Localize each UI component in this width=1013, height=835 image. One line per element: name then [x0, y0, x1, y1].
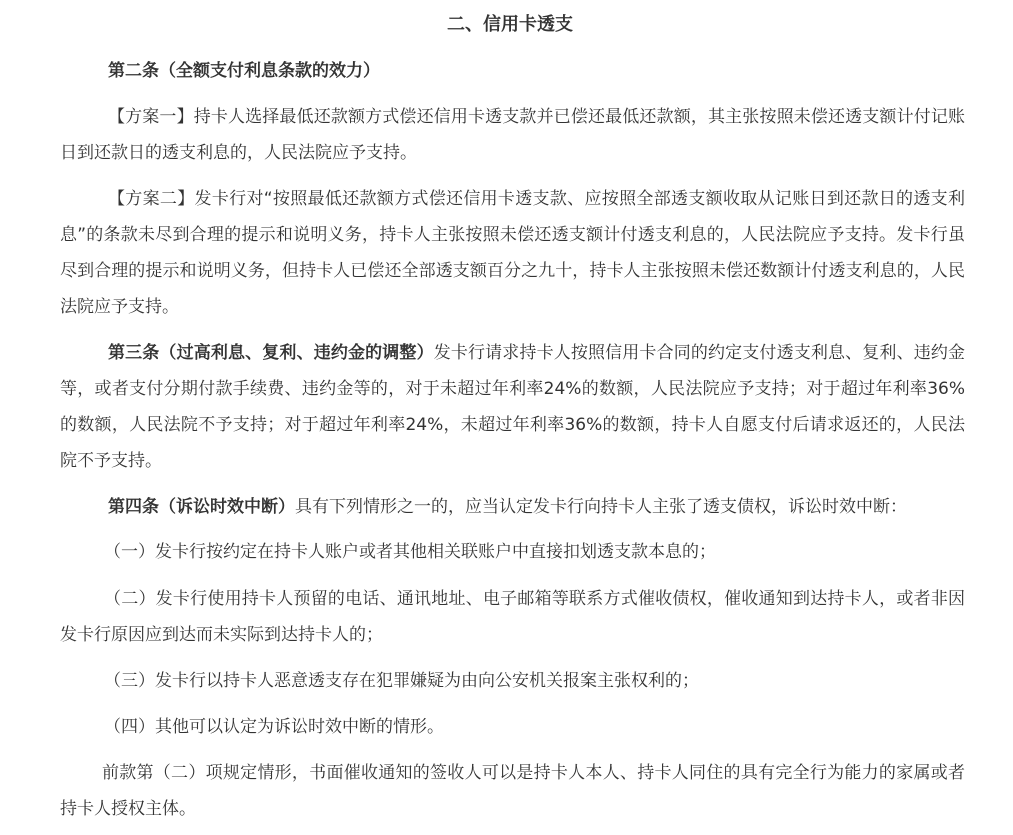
article-4-item-3: （三）发卡行以持卡人恶意透支存在犯罪嫌疑为由向公安机关报案主张权利的； [104, 671, 699, 691]
article-3-paragraph [60, 335, 965, 479]
article-2-title: 第二条（全额支付利息条款的效力） [108, 61, 380, 81]
article-2-option-1: 【方案一】持卡人选择最低还款额方式偿还信用卡透支款并已偿还最低还款额，其主张按照未偿还透支额计付记账日到还款日的透支利息的，人民法院应予支持。 [60, 107, 965, 163]
article-3-title: 第三条（过高利息、复利、违约金的调整） [108, 343, 434, 363]
article-3-body: 发卡行请求持卡人按照信用卡合同的约定支付透支利息、复利、违约金等，或者支付分期付款手续费、违约金等的，对于未超过年利率24%的数额，人民法院应予支持；对于超过年利率36%的数额，人民法院不予支持；对于超过年利率24%，未超过年利率36%的数额，持卡人自愿支付后请求返还的，人民法院不予支持。 [60, 343, 966, 471]
article-2-heading [60, 53, 965, 89]
article-4-title: 第四条（诉讼时效中断） [108, 497, 295, 517]
article-2-option-2: 【方案二】发卡行对“按照最低还款额方式偿还信用卡透支款、应按照全部透支额收取从记账日到还款日的透支利息”的条款未尽到合理的提示和说明义务，持卡人主张按照未偿还透支额计付透支利息的，人民法院应予支持。发卡行虽尽到合理的提示和说明义务，但持卡人已偿还全部透支额百分之九十，持卡人主张按照未偿还数额计付透支利息的，人民法院应予支持。 [60, 189, 965, 317]
article-4-item-1: （一）发卡行按约定在持卡人账户或者其他相关联账户中直接扣划透支款本息的； [104, 542, 716, 562]
article-4-body: 具有下列情形之一的，应当认定发卡行向持卡人主张了透支债权，诉讼时效中断： [295, 497, 907, 517]
article-4-item-4: （四）其他可以认定为诉讼时效中断的情形。 [104, 717, 444, 737]
article-4-closing: 前款第（二）项规定情形，书面催收通知的签收人可以是持卡人本人、持卡人同住的具有完全行为能力的家属或者持卡人授权主体。 [60, 763, 965, 819]
article-4-item-2: （二）发卡行使用持卡人预留的电话、通讯地址、电子邮箱等联系方式催收债权，催收通知到达持卡人，或者非因发卡行原因应到达而未实际到达持卡人的； [60, 589, 965, 645]
article-4-paragraph [60, 489, 965, 525]
section-title: 二、信用卡透支 [447, 14, 573, 35]
